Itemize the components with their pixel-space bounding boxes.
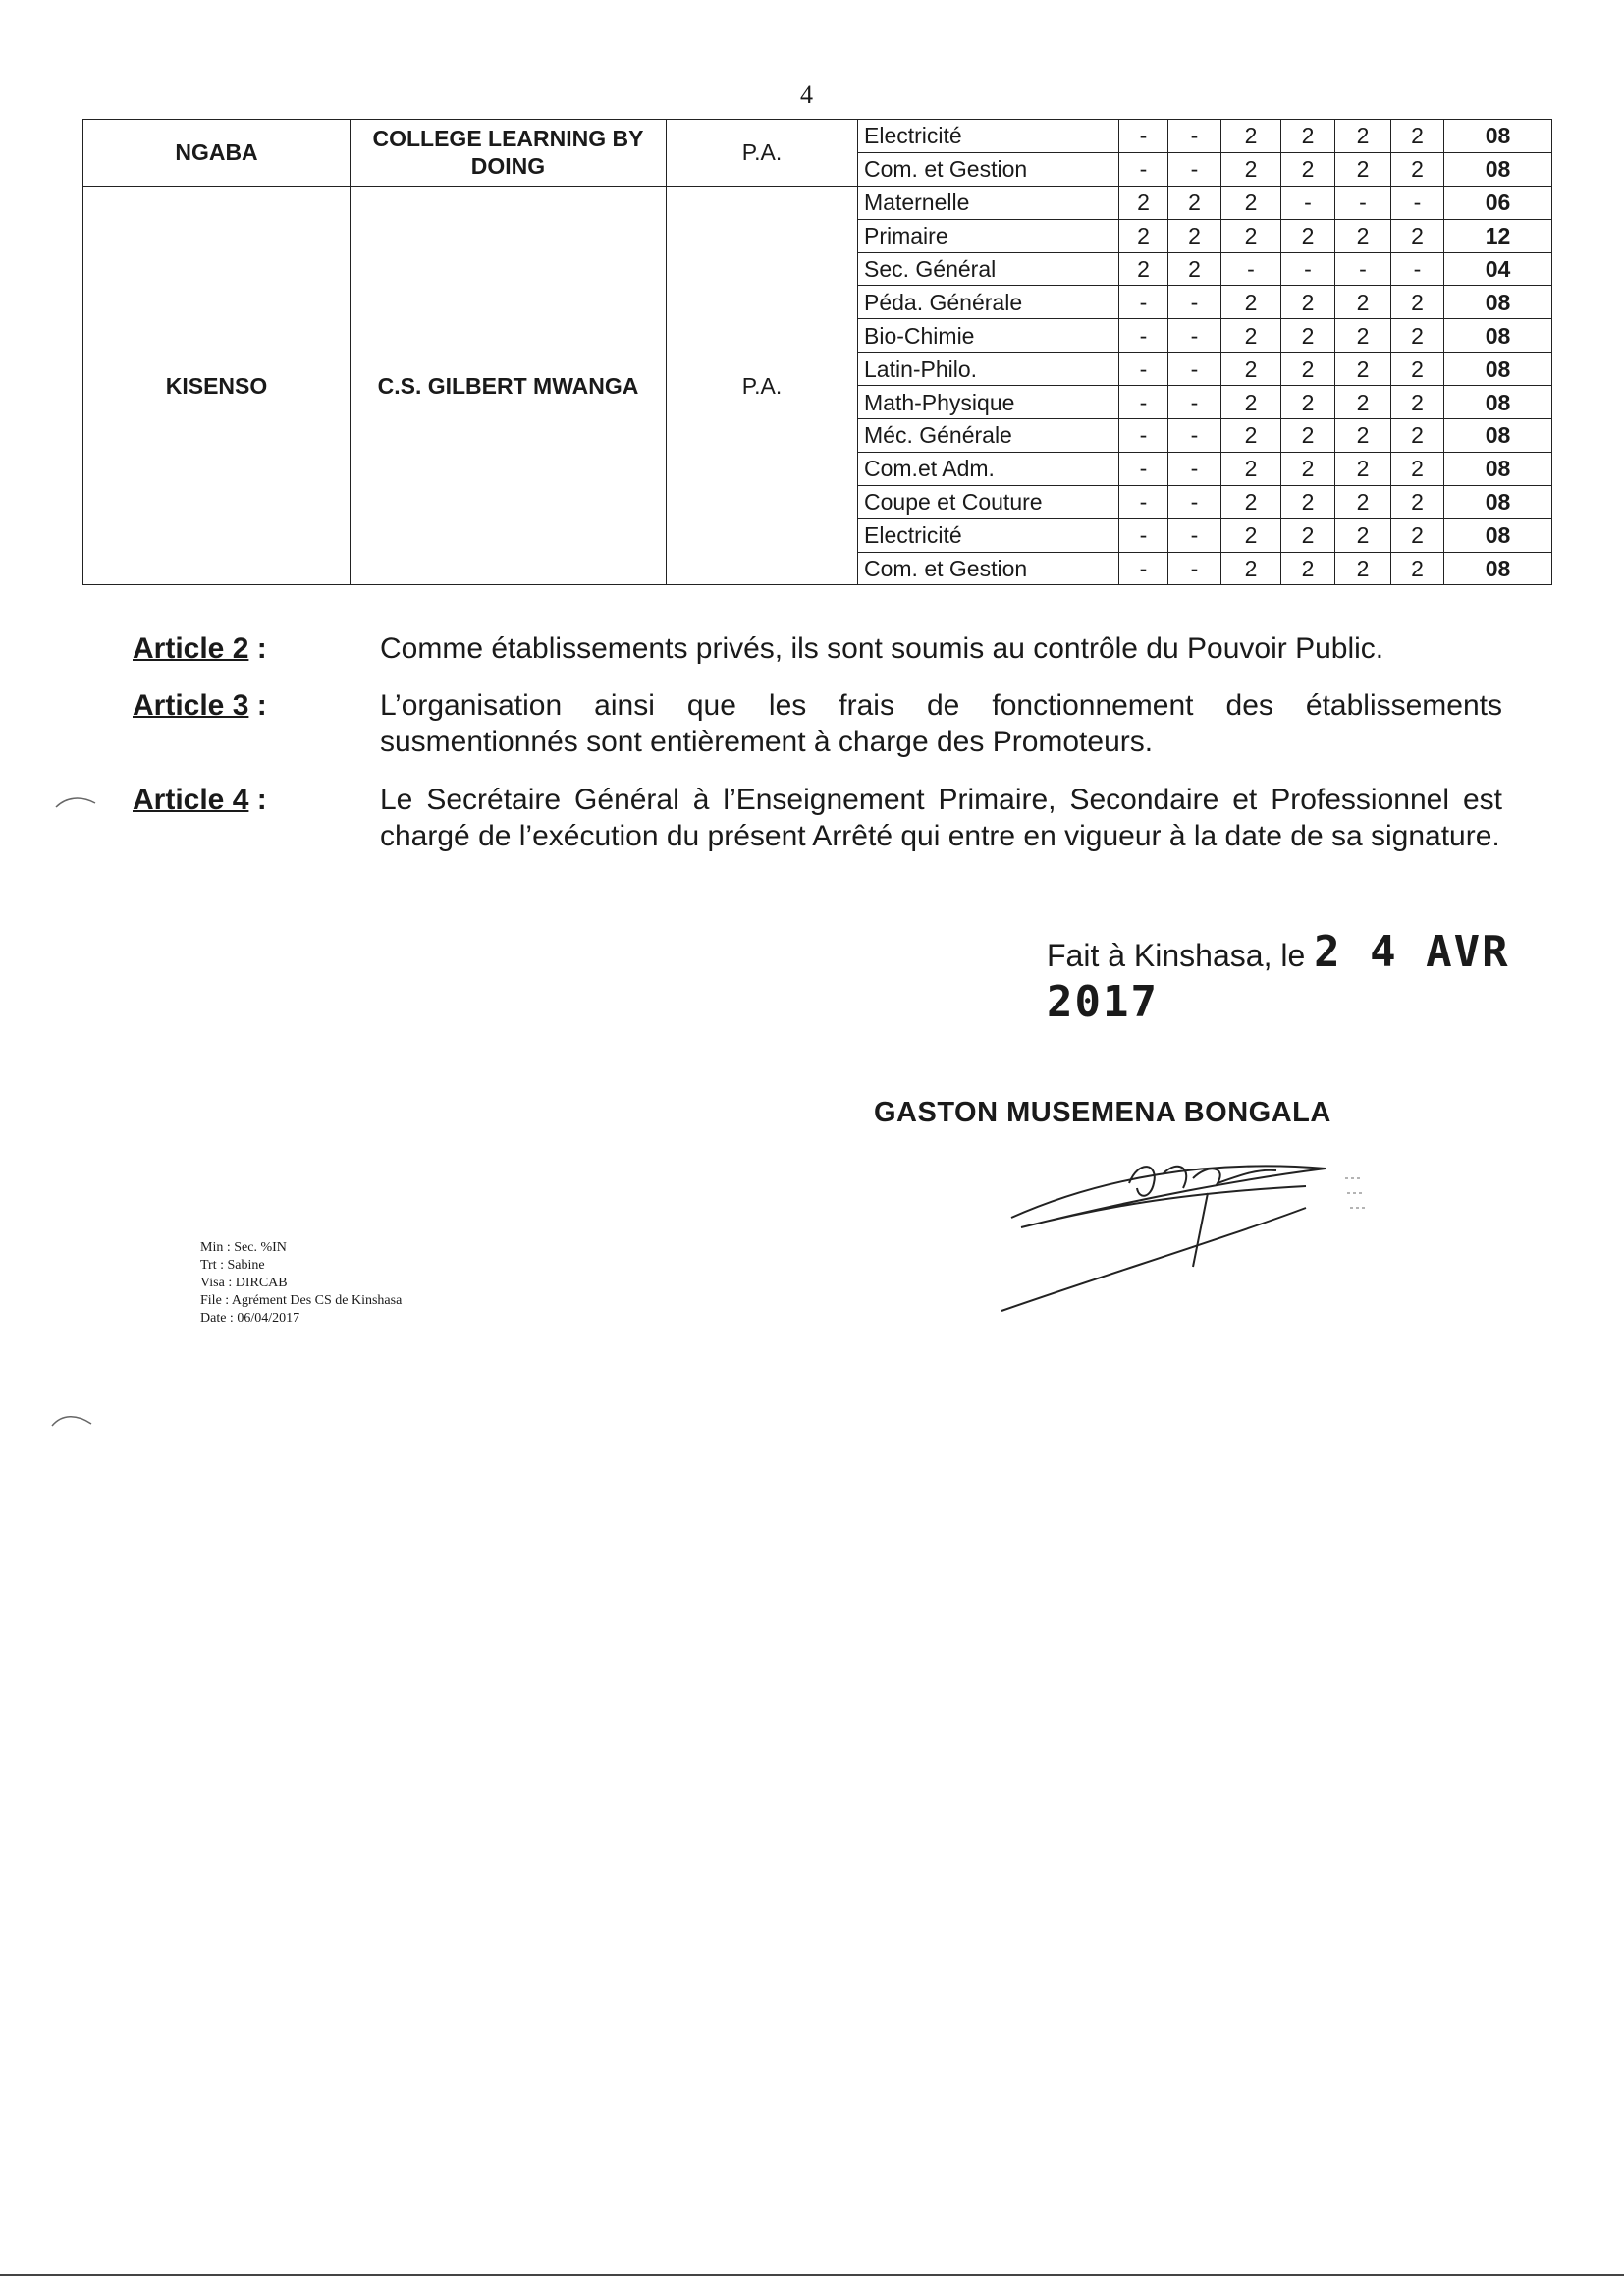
class-count-cell: 2 (1335, 353, 1391, 386)
class-count-cell: 2 (1281, 386, 1335, 419)
class-count-cell: 2 (1281, 485, 1335, 518)
reference-line: Min : Sec. %IN (200, 1240, 287, 1255)
total-cell: 08 (1444, 452, 1552, 485)
class-count-cell: - (1281, 252, 1335, 286)
total-cell: 08 (1444, 485, 1552, 518)
scan-mark (47, 1404, 96, 1434)
table-body (83, 120, 1552, 585)
total-cell: 08 (1444, 152, 1552, 186)
class-count-cell: - (1168, 552, 1221, 585)
article-text: Le Secrétaire Général à l’Enseignement Primaire, Secondaire et Professionnel est chargé de l’exécution du présent Arrêté qui entre en vigueur à la date de sa signature. (380, 784, 1502, 852)
class-count-cell: - (1335, 252, 1391, 286)
table-row (83, 120, 1552, 153)
class-count-cell: 2 (1391, 219, 1444, 252)
class-count-cell: - (1119, 386, 1168, 419)
class-count-cell: 2 (1221, 452, 1281, 485)
place-text: Fait à Kinshasa, le (1047, 938, 1306, 973)
class-count-cell: - (1119, 319, 1168, 353)
class-count-cell: - (1168, 353, 1221, 386)
section-cell: Com. et Gestion (858, 152, 1119, 186)
class-count-cell: - (1119, 552, 1168, 585)
reference-line: Trt : Sabine (200, 1258, 265, 1273)
section-cell: Com.et Adm. (858, 452, 1119, 485)
class-count-cell: 2 (1168, 219, 1221, 252)
class-count-cell: - (1168, 419, 1221, 453)
section-cell: Electricité (858, 518, 1119, 552)
class-count-cell: - (1119, 419, 1168, 453)
class-count-cell: 2 (1391, 286, 1444, 319)
class-count-cell: 2 (1391, 353, 1444, 386)
place-date-line (1047, 927, 1624, 1027)
class-count-cell: - (1168, 286, 1221, 319)
section-cell: Coupe et Couture (858, 485, 1119, 518)
class-count-cell: 2 (1281, 286, 1335, 319)
class-count-cell: 2 (1221, 485, 1281, 518)
class-count-cell: 2 (1281, 219, 1335, 252)
class-count-cell: - (1221, 252, 1281, 286)
commune-cell: KISENSO (83, 186, 351, 585)
section-cell: Méc. Générale (858, 419, 1119, 453)
class-count-cell: - (1119, 518, 1168, 552)
reference-note (200, 1239, 402, 1328)
class-count-cell: 2 (1221, 419, 1281, 453)
total-cell: 08 (1444, 552, 1552, 585)
class-count-cell: 2 (1221, 120, 1281, 153)
reference-line: File : Agrément Des CS de Kinshasa (200, 1293, 403, 1308)
class-count-cell: - (1168, 452, 1221, 485)
total-cell: 08 (1444, 286, 1552, 319)
class-count-cell: 2 (1335, 152, 1391, 186)
schools-table (82, 119, 1552, 585)
total-cell: 08 (1444, 353, 1552, 386)
class-count-cell: 2 (1119, 252, 1168, 286)
class-count-cell: 2 (1221, 152, 1281, 186)
article-2 (133, 630, 1502, 667)
total-cell: 08 (1444, 518, 1552, 552)
class-count-cell: - (1168, 120, 1221, 153)
class-count-cell: 2 (1281, 120, 1335, 153)
school-cell: C.S. GILBERT MWANGA (351, 186, 667, 585)
class-count-cell: 2 (1221, 286, 1281, 319)
section-cell: Bio-Chimie (858, 319, 1119, 353)
article-label: Article 2 : (133, 632, 267, 665)
school-cell: COLLEGE LEARNING BY DOING (351, 120, 667, 187)
class-count-cell: 2 (1119, 219, 1168, 252)
class-count-cell: - (1335, 186, 1391, 219)
class-count-cell: 2 (1391, 419, 1444, 453)
section-cell: Math-Physique (858, 386, 1119, 419)
class-count-cell: - (1119, 452, 1168, 485)
reference-line: Visa : DIRCAB (200, 1276, 288, 1290)
handwritten-signature (982, 1139, 1375, 1335)
class-count-cell: - (1168, 518, 1221, 552)
class-count-cell: 2 (1391, 319, 1444, 353)
class-count-cell: 2 (1221, 319, 1281, 353)
class-count-cell: 2 (1281, 353, 1335, 386)
class-count-cell: - (1391, 252, 1444, 286)
table-row (83, 186, 1552, 219)
commune-cell: NGABA (83, 120, 351, 187)
total-cell: 08 (1444, 386, 1552, 419)
article-3 (133, 687, 1502, 760)
article-text: Comme établissements privés, ils sont soumis au contrôle du Pouvoir Public. (380, 632, 1384, 665)
class-count-cell: 2 (1281, 419, 1335, 453)
class-count-cell: 2 (1335, 219, 1391, 252)
class-count-cell: - (1391, 186, 1444, 219)
class-count-cell: 2 (1221, 518, 1281, 552)
class-count-cell: - (1119, 152, 1168, 186)
class-count-cell: - (1119, 286, 1168, 319)
class-count-cell: 2 (1221, 186, 1281, 219)
class-count-cell: 2 (1335, 552, 1391, 585)
article-4 (133, 782, 1502, 854)
total-cell: 04 (1444, 252, 1552, 286)
class-count-cell: - (1168, 152, 1221, 186)
class-count-cell: 2 (1391, 485, 1444, 518)
section-cell: Electricité (858, 120, 1119, 153)
regime-cell: P.A. (667, 120, 858, 187)
total-cell: 06 (1444, 186, 1552, 219)
class-count-cell: - (1119, 353, 1168, 386)
class-count-cell: 2 (1335, 485, 1391, 518)
class-count-cell: - (1119, 120, 1168, 153)
section-cell: Primaire (858, 219, 1119, 252)
class-count-cell: 2 (1335, 419, 1391, 453)
class-count-cell: - (1168, 319, 1221, 353)
section-cell: Com. et Gestion (858, 552, 1119, 585)
class-count-cell: 2 (1221, 353, 1281, 386)
page-number: 4 (800, 81, 813, 109)
class-count-cell: 2 (1391, 386, 1444, 419)
class-count-cell: 2 (1335, 452, 1391, 485)
regime-cell: P.A. (667, 186, 858, 585)
class-count-cell: 2 (1335, 286, 1391, 319)
section-cell: Latin-Philo. (858, 353, 1119, 386)
class-count-cell: 2 (1221, 552, 1281, 585)
class-count-cell: 2 (1335, 386, 1391, 419)
article-text: L’organisation ainsi que les frais de fonctionnement des établissements susmentionnés sont entièrement à charge des Promoteurs. (380, 689, 1502, 758)
section-cell: Sec. Général (858, 252, 1119, 286)
bottom-rule (0, 2274, 1624, 2276)
reference-line: Date : 06/04/2017 (200, 1311, 300, 1326)
class-count-cell: 2 (1335, 319, 1391, 353)
class-count-cell: 2 (1391, 120, 1444, 153)
class-count-cell: 2 (1281, 518, 1335, 552)
total-cell: 08 (1444, 319, 1552, 353)
class-count-cell: 2 (1391, 452, 1444, 485)
class-count-cell: 2 (1168, 252, 1221, 286)
date-stamp: 2 4 AVR 2017 (1047, 927, 1510, 1027)
total-cell: 08 (1444, 120, 1552, 153)
article-label: Article 4 : (133, 784, 267, 816)
class-count-cell: 2 (1281, 552, 1335, 585)
class-count-cell: 2 (1221, 386, 1281, 419)
class-count-cell: 2 (1391, 552, 1444, 585)
class-count-cell: 2 (1391, 152, 1444, 186)
class-count-cell: 2 (1168, 186, 1221, 219)
class-count-cell: 2 (1221, 219, 1281, 252)
class-count-cell: 2 (1281, 452, 1335, 485)
class-count-cell: - (1281, 186, 1335, 219)
class-count-cell: 2 (1335, 120, 1391, 153)
class-count-cell: - (1168, 485, 1221, 518)
total-cell: 08 (1444, 419, 1552, 453)
class-count-cell: 2 (1391, 518, 1444, 552)
class-count-cell: - (1168, 386, 1221, 419)
section-cell: Maternelle (858, 186, 1119, 219)
scan-mark (51, 786, 100, 815)
total-cell: 12 (1444, 219, 1552, 252)
class-count-cell: 2 (1335, 518, 1391, 552)
class-count-cell: 2 (1281, 152, 1335, 186)
class-count-cell: - (1119, 485, 1168, 518)
article-label: Article 3 : (133, 689, 267, 722)
class-count-cell: 2 (1281, 319, 1335, 353)
class-count-cell: 2 (1119, 186, 1168, 219)
signatory-name: GASTON MUSEMENA BONGALA (874, 1097, 1331, 1128)
section-cell: Péda. Générale (858, 286, 1119, 319)
